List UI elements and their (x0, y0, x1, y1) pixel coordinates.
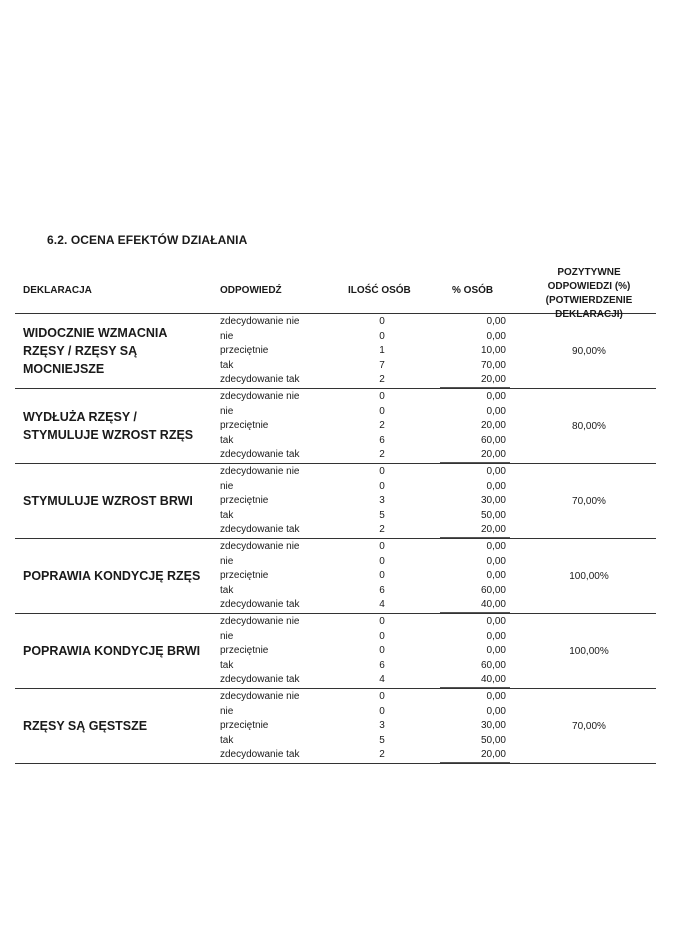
count-cell: 0 (379, 480, 385, 492)
percent-cell: 0,00 (486, 616, 506, 627)
count-cell: 7 (379, 359, 385, 371)
percent-cell: 20,00 (480, 749, 506, 761)
count-cell: 1 (379, 345, 385, 357)
table-row (15, 329, 527, 344)
table-row (15, 493, 527, 508)
count-cell: 0 (379, 570, 385, 582)
table-row (15, 554, 527, 569)
table-row (15, 672, 527, 687)
count-cell: 4 (379, 674, 385, 686)
count-cell: 0 (379, 391, 385, 402)
percent-cell: 0,00 (486, 705, 506, 717)
count-cell: 0 (379, 316, 385, 327)
answer-cell: przeciętnie (220, 570, 269, 582)
confirmation-cell: 70,00% (572, 495, 606, 507)
count-cell: 0 (379, 330, 385, 342)
table-row (15, 343, 527, 358)
percent-cell: 0,00 (486, 480, 506, 492)
percent-cell: 0,00 (486, 541, 506, 552)
table-row (15, 583, 527, 598)
declaration-label: RZĘSY SĄ GĘSTSZE (23, 719, 148, 733)
count-cell: 0 (379, 555, 385, 567)
table-row (15, 508, 527, 523)
table-row (15, 522, 527, 537)
answer-cell: zdecydowanie nie (220, 616, 300, 627)
declaration-group (15, 539, 656, 614)
declaration-label: WYDŁUŻA RZĘSY / STYMULUJE WZROST RZĘS (23, 410, 194, 442)
table-row (15, 479, 527, 494)
count-cell: 0 (379, 541, 385, 552)
table-row (15, 643, 527, 658)
count-cell: 0 (379, 405, 385, 417)
table-row (15, 733, 527, 748)
count-cell: 0 (379, 645, 385, 657)
header-procent-osob: % OSÓB (452, 285, 494, 296)
percent-cell: 0,00 (486, 405, 506, 417)
confirmation-cell: 100,00% (569, 645, 609, 657)
header-odpowiedz: ODPOWIEDŹ (220, 285, 282, 296)
answer-cell: przeciętnie (220, 420, 269, 432)
answer-cell: nie (220, 555, 234, 567)
count-cell: 3 (379, 495, 385, 507)
count-cell: 6 (379, 434, 385, 446)
answer-cell: tak (220, 509, 234, 521)
table-row (15, 629, 527, 644)
percent-cell: 0,00 (486, 645, 506, 657)
table-row (15, 614, 527, 629)
declaration-group (15, 614, 656, 689)
percent-cell: 20,00 (480, 374, 506, 386)
count-cell: 2 (379, 449, 385, 461)
confirmation-cell: 80,00% (572, 420, 606, 432)
answer-cell: nie (220, 705, 234, 717)
declaration-label: STYMULUJE WZROST BRWI (23, 494, 193, 508)
header-ilosc-osob: ILOŚĆ OSÓB (348, 285, 411, 296)
table-row (15, 689, 527, 704)
answer-cell: tak (220, 434, 234, 446)
percent-cell: 0,00 (486, 691, 506, 702)
table-row (15, 747, 527, 762)
answer-cell: zdecydowanie tak (220, 374, 300, 386)
answer-cell: nie (220, 630, 234, 642)
table-row (15, 358, 527, 373)
percent-cell: 30,00 (480, 720, 506, 732)
count-cell: 3 (379, 720, 385, 732)
percent-cell: 70,00 (480, 359, 506, 371)
percent-cell: 0,00 (486, 330, 506, 342)
count-cell: 2 (379, 420, 385, 432)
percent-cell: 20,00 (480, 420, 506, 432)
percent-cell: 40,00 (480, 674, 506, 686)
table-row (15, 464, 527, 479)
declaration-group (15, 689, 656, 764)
declaration-label: WIDOCZNIE WZMACNIA RZĘSY / RZĘSY SĄ MOCNIEJSZE (23, 326, 167, 376)
answer-cell: przeciętnie (220, 645, 269, 657)
count-cell: 5 (379, 734, 385, 746)
table-row (15, 658, 527, 673)
declaration-group (15, 389, 656, 464)
count-cell: 6 (379, 659, 385, 671)
table-body (15, 314, 656, 764)
answer-cell: nie (220, 480, 234, 492)
count-cell: 4 (379, 599, 385, 611)
table-row (15, 447, 527, 462)
answer-cell: zdecydowanie tak (220, 524, 300, 536)
percent-cell: 0,00 (486, 466, 506, 477)
percent-cell: 60,00 (480, 434, 506, 446)
header-deklaracja: DEKLARACJA (23, 285, 92, 296)
answer-cell: zdecydowanie tak (220, 599, 300, 611)
count-cell: 0 (379, 691, 385, 702)
percent-cell: 0,00 (486, 630, 506, 642)
table-row (15, 433, 527, 448)
table-row (15, 404, 527, 419)
percent-cell: 30,00 (480, 495, 506, 507)
count-cell: 0 (379, 630, 385, 642)
section-title: 6.2. OCENA EFEKTÓW DZIAŁANIA (47, 233, 248, 247)
table-row (15, 389, 527, 404)
answer-cell: zdecydowanie nie (220, 391, 300, 402)
count-cell: 0 (379, 705, 385, 717)
sum-underline (440, 762, 510, 763)
answer-cell: zdecydowanie nie (220, 691, 300, 702)
answer-cell: przeciętnie (220, 720, 269, 732)
percent-cell: 0,00 (486, 570, 506, 582)
answer-cell: tak (220, 359, 234, 371)
count-cell: 0 (379, 616, 385, 627)
answer-cell: przeciętnie (220, 345, 269, 357)
count-cell: 5 (379, 509, 385, 521)
table-row (15, 539, 527, 554)
count-cell: 2 (379, 749, 385, 761)
answer-cell: tak (220, 584, 234, 596)
answer-cell: przeciętnie (220, 495, 269, 507)
declaration-group (15, 314, 656, 389)
confirmation-cell: 100,00% (569, 570, 609, 582)
count-cell: 2 (379, 374, 385, 386)
percent-cell: 60,00 (480, 584, 506, 596)
percent-cell: 50,00 (480, 509, 506, 521)
percent-cell: 20,00 (480, 449, 506, 461)
count-cell: 6 (379, 584, 385, 596)
answer-cell: nie (220, 405, 234, 417)
answer-cell: tak (220, 659, 234, 671)
answer-cell: zdecydowanie tak (220, 674, 300, 686)
table-row (15, 372, 527, 387)
percent-cell: 40,00 (480, 599, 506, 611)
percent-cell: 10,00 (480, 345, 506, 357)
table-row (15, 568, 527, 583)
answer-cell: zdecydowanie nie (220, 466, 300, 477)
answer-cell: tak (220, 734, 234, 746)
percent-cell: 0,00 (486, 391, 506, 402)
table-header (15, 265, 656, 320)
header-pozytywne-odpowiedzi: POZYTYWNE ODPOWIEDZI (%) (POTWIERDZENIE DEKLARACJI) (545, 267, 633, 320)
answer-cell: nie (220, 330, 234, 342)
table-row (15, 718, 527, 733)
declaration-label: POPRAWIA KONDYCJĘ BRWI (23, 644, 201, 658)
declaration-group (15, 464, 656, 539)
table-row (15, 314, 527, 329)
answer-cell: zdecydowanie nie (220, 316, 300, 327)
percent-cell: 20,00 (480, 524, 506, 536)
percent-cell: 0,00 (486, 316, 506, 327)
answer-cell: zdecydowanie tak (220, 749, 300, 761)
answer-cell: zdecydowanie nie (220, 541, 300, 552)
count-cell: 2 (379, 524, 385, 536)
count-cell: 0 (379, 466, 385, 477)
table-row (15, 597, 527, 612)
table-row (15, 704, 527, 719)
declaration-label: POPRAWIA KONDYCJĘ RZĘS (23, 569, 201, 583)
answer-cell: zdecydowanie tak (220, 449, 300, 461)
results-table (15, 265, 656, 764)
confirmation-cell: 70,00% (572, 720, 606, 732)
percent-cell: 50,00 (480, 734, 506, 746)
confirmation-cell: 90,00% (572, 345, 606, 357)
percent-cell: 60,00 (480, 659, 506, 671)
percent-cell: 0,00 (486, 555, 506, 567)
table-row (15, 418, 527, 433)
